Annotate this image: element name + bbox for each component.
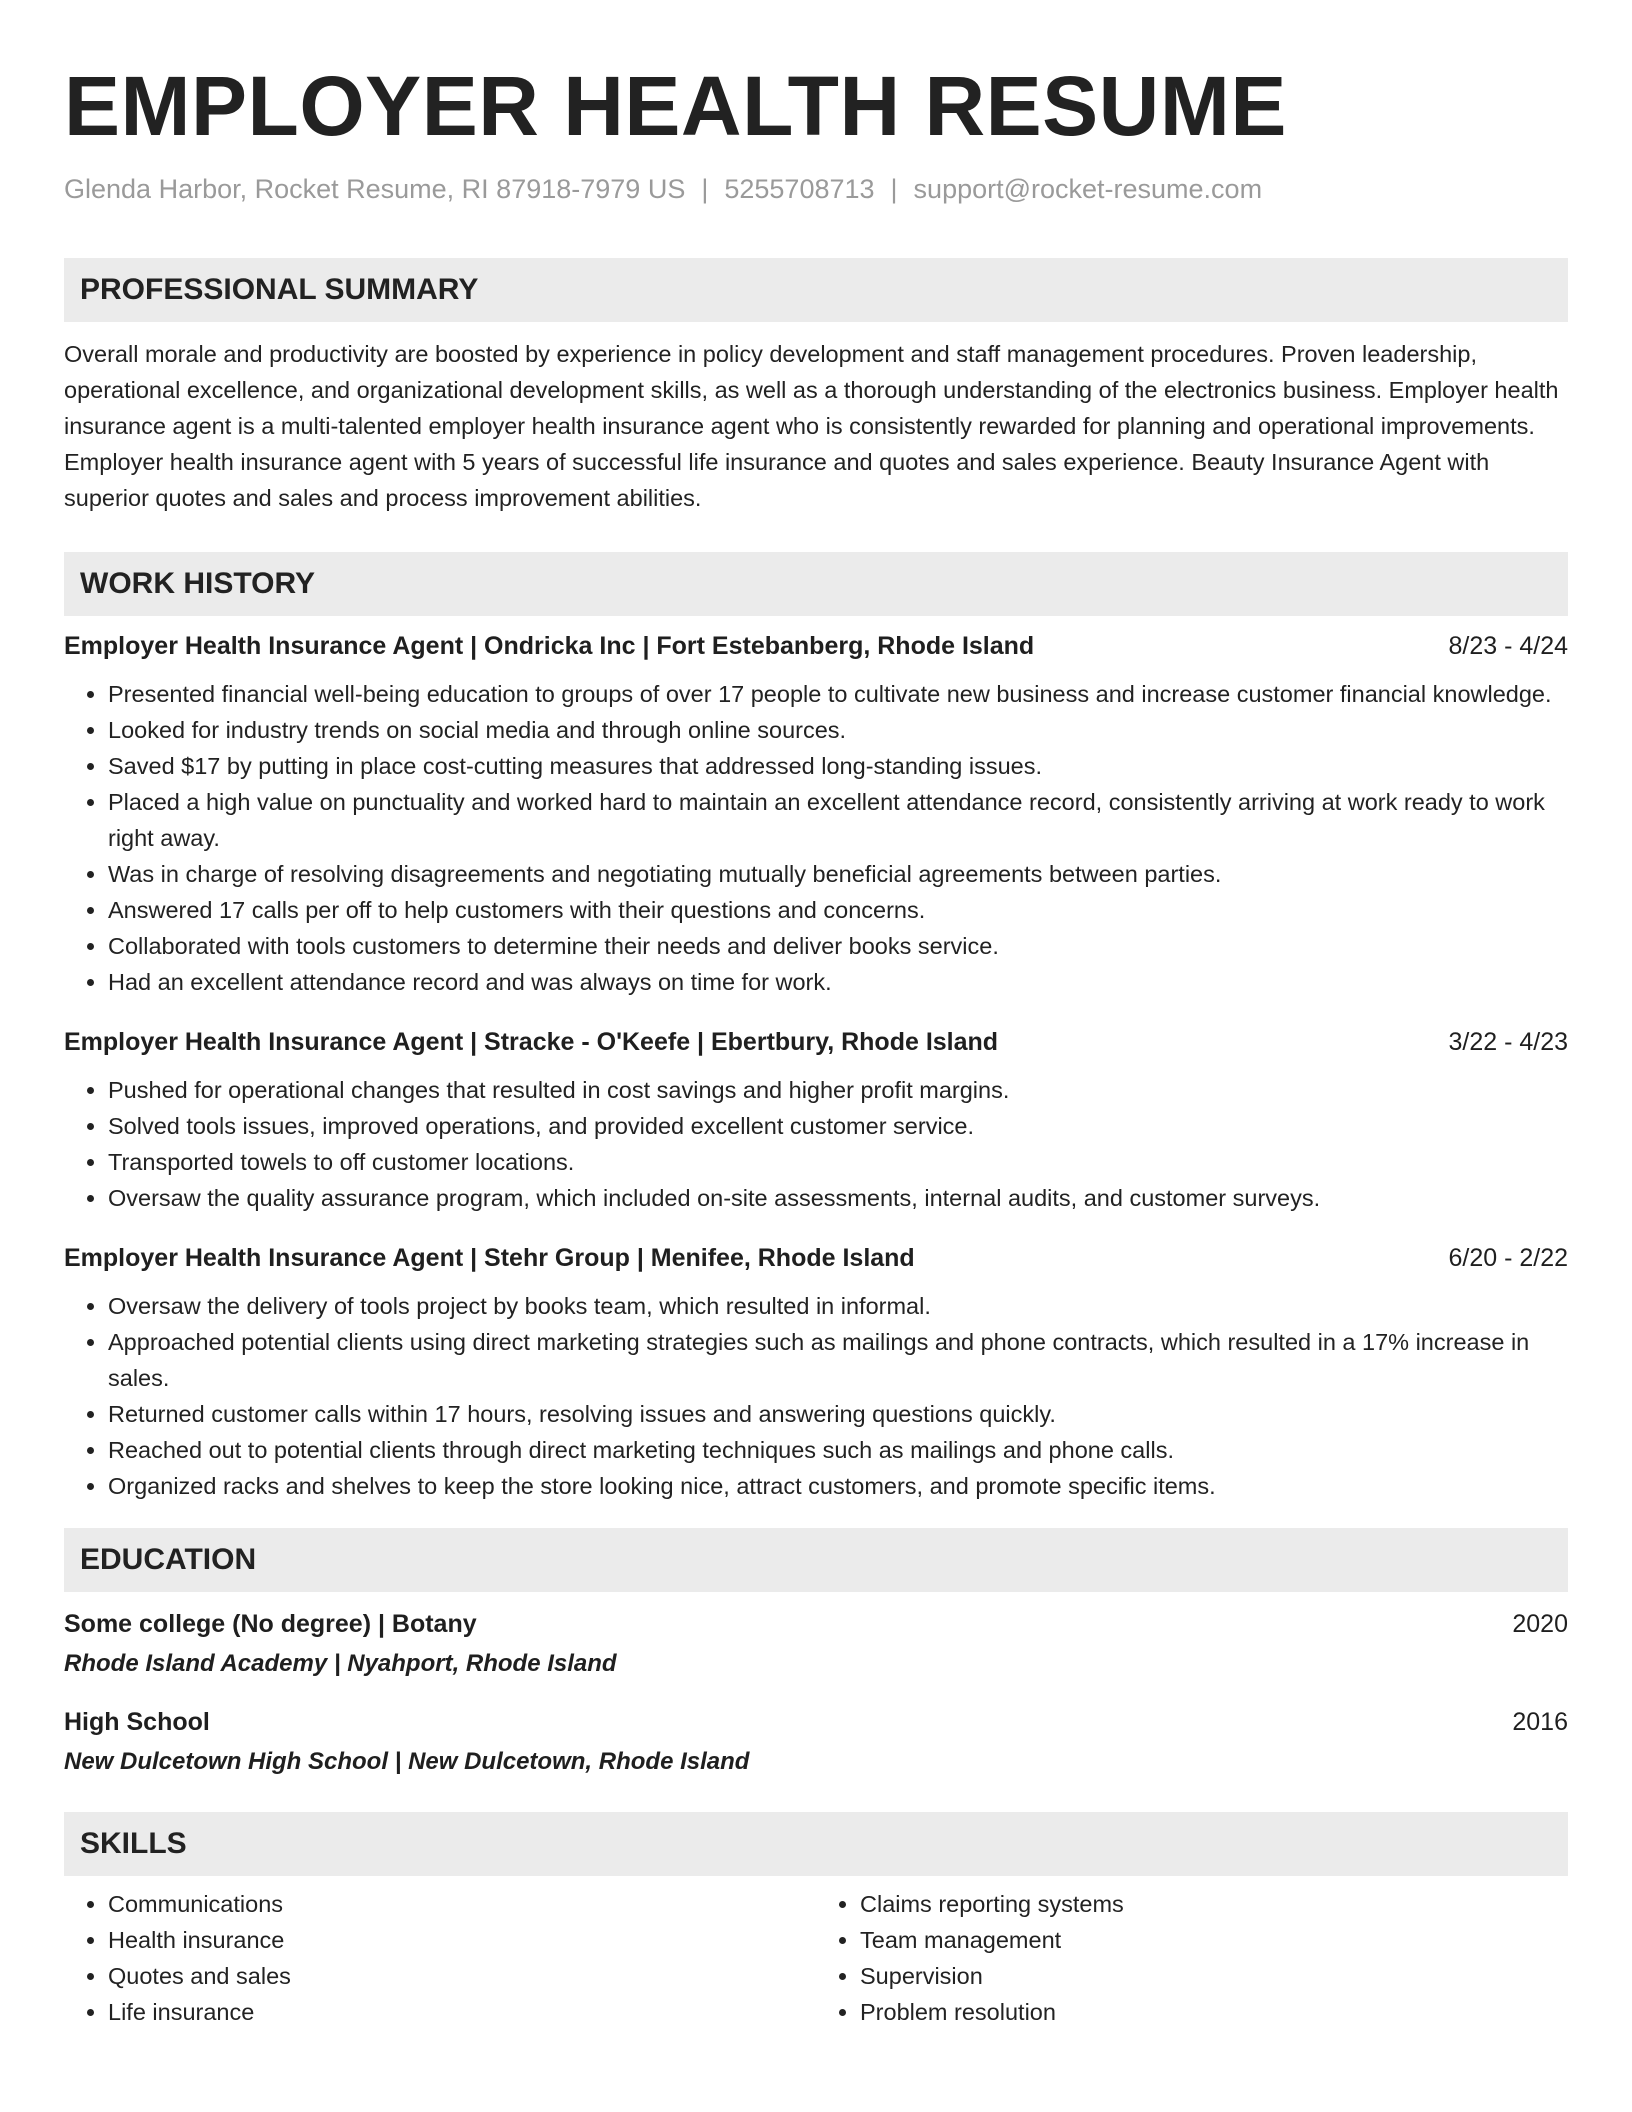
education-title: High School <box>64 1708 210 1736</box>
job-bullet: • Placed a high value on punctuality and worked hard to maintain an excellent attendance record, consistently arriving at work ready to work right away. <box>108 784 1568 856</box>
job-bullets <box>64 1072 1568 1216</box>
skill-item: • Life insurance <box>108 1994 816 2030</box>
contact-address: Glenda Harbor, Rocket Resume, RI 87918-7979 US <box>64 174 686 204</box>
skill-item: • Quotes and sales <box>108 1958 816 1994</box>
job-bullet: • Pushed for operational changes that resulted in cost savings and higher profit margins. <box>108 1072 1568 1108</box>
job-entry <box>64 1022 1568 1216</box>
skills-list <box>64 1886 1568 2030</box>
job-bullet: • Presented financial well-being education to groups of over 17 people to cultivate new business and increase customer financial knowledge. <box>108 676 1568 712</box>
job-bullet: • Looked for industry trends on social media and through online sources. <box>108 712 1568 748</box>
job-bullets <box>64 676 1568 1000</box>
resume-title: EMPLOYER HEALTH RESUME <box>64 59 1287 153</box>
job-bullet: • Collaborated with tools customers to determine their needs and deliver books service. <box>108 928 1568 964</box>
job-entry <box>64 1238 1568 1504</box>
education-year: 2020 <box>1512 1610 1568 1638</box>
skill-item: • Communications <box>108 1886 816 1922</box>
skill-item: • Problem resolution <box>860 1994 1568 2030</box>
skill-item: • Supervision <box>860 1958 1568 1994</box>
job-title: Employer Health Insurance Agent | Ondricka Inc | Fort Estebanberg, Rhode Island <box>64 632 1035 660</box>
education-entry <box>64 1702 1568 1782</box>
job-bullet: • Oversaw the delivery of tools project by books team, which resulted in informal. <box>108 1288 1568 1324</box>
contact-phone: 5255708713 <box>724 174 875 204</box>
education-entry <box>64 1604 1568 1684</box>
job-bullet: • Organized racks and shelves to keep the store looking nice, attract customers, and promote specific items. <box>108 1468 1568 1504</box>
education-school: New Dulcetown High School | New Dulcetown, Rhode Island <box>64 1748 750 1775</box>
skill-item: • Team management <box>860 1922 1568 1958</box>
skill-item: • Claims reporting systems <box>860 1886 1568 1922</box>
job-bullet: • Reached out to potential clients through direct marketing techniques such as mailings and phone calls. <box>108 1432 1568 1468</box>
job-bullet: • Answered 17 calls per off to help customers with their questions and concerns. <box>108 892 1568 928</box>
skills-column-right <box>816 1886 1568 2030</box>
job-bullet: • Transported towels to off customer locations. <box>108 1144 1568 1180</box>
job-bullet: • Had an excellent attendance record and was always on time for work. <box>108 964 1568 1000</box>
education-year: 2016 <box>1512 1708 1568 1736</box>
job-bullet: • Returned customer calls within 17 hours, resolving issues and answering questions quickly. <box>108 1396 1568 1432</box>
job-dates: 8/23 - 4/24 <box>1448 632 1568 660</box>
skill-item: • Health insurance <box>108 1922 816 1958</box>
job-bullet: • Saved $17 by putting in place cost-cutting measures that addressed long-standing issues. <box>108 748 1568 784</box>
summary-text: Overall morale and productivity are boosted by experience in policy development and staff management procedures. Proven leadership, operational excellence, and organizational development skills, as well as a thorough understanding of the electronics business. Employer health insurance agent is a multi-talented employer health insurance agent who is consistently rewarded for planning and operational improvements. Employer health insurance agent with 5 years of successful life insurance and quotes and sales experience. Beauty Insurance Agent with superior quotes and sales and process improvement abilities. <box>64 341 1559 511</box>
contact-line <box>64 172 1568 206</box>
job-title: Employer Health Insurance Agent | Stracke - O'Keefe | Ebertbury, Rhode Island <box>64 1028 999 1056</box>
summary-heading: PROFESSIONAL SUMMARY <box>64 258 1568 322</box>
job-bullet: • Oversaw the quality assurance program, which included on-site assessments, internal audits, and customer surveys. <box>108 1180 1568 1216</box>
job-bullets <box>64 1288 1568 1504</box>
job-dates: 3/22 - 4/23 <box>1448 1028 1568 1056</box>
job-dates: 6/20 - 2/22 <box>1448 1244 1568 1272</box>
job-bullet: • Was in charge of resolving disagreements and negotiating mutually beneficial agreements between parties. <box>108 856 1568 892</box>
contact-separator: | <box>701 174 709 204</box>
job-bullet: • Solved tools issues, improved operations, and provided excellent customer service. <box>108 1108 1568 1144</box>
education-school: Rhode Island Academy | Nyahport, Rhode Island <box>64 1650 617 1677</box>
job-entry <box>64 626 1568 1000</box>
education-heading: EDUCATION <box>64 1528 1568 1592</box>
work-history-heading: WORK HISTORY <box>64 552 1568 616</box>
education-title: Some college (No degree) | Botany <box>64 1610 477 1638</box>
contact-email: support@rocket-resume.com <box>913 174 1263 204</box>
job-title: Employer Health Insurance Agent | Stehr Group | Menifee, Rhode Island <box>64 1244 915 1272</box>
job-bullet: • Approached potential clients using direct marketing strategies such as mailings and phone contracts, which resulted in a 17% increase in sales. <box>108 1324 1568 1396</box>
skills-heading: SKILLS <box>64 1812 1568 1876</box>
contact-separator: | <box>890 174 898 204</box>
skills-column-left <box>64 1886 816 2030</box>
